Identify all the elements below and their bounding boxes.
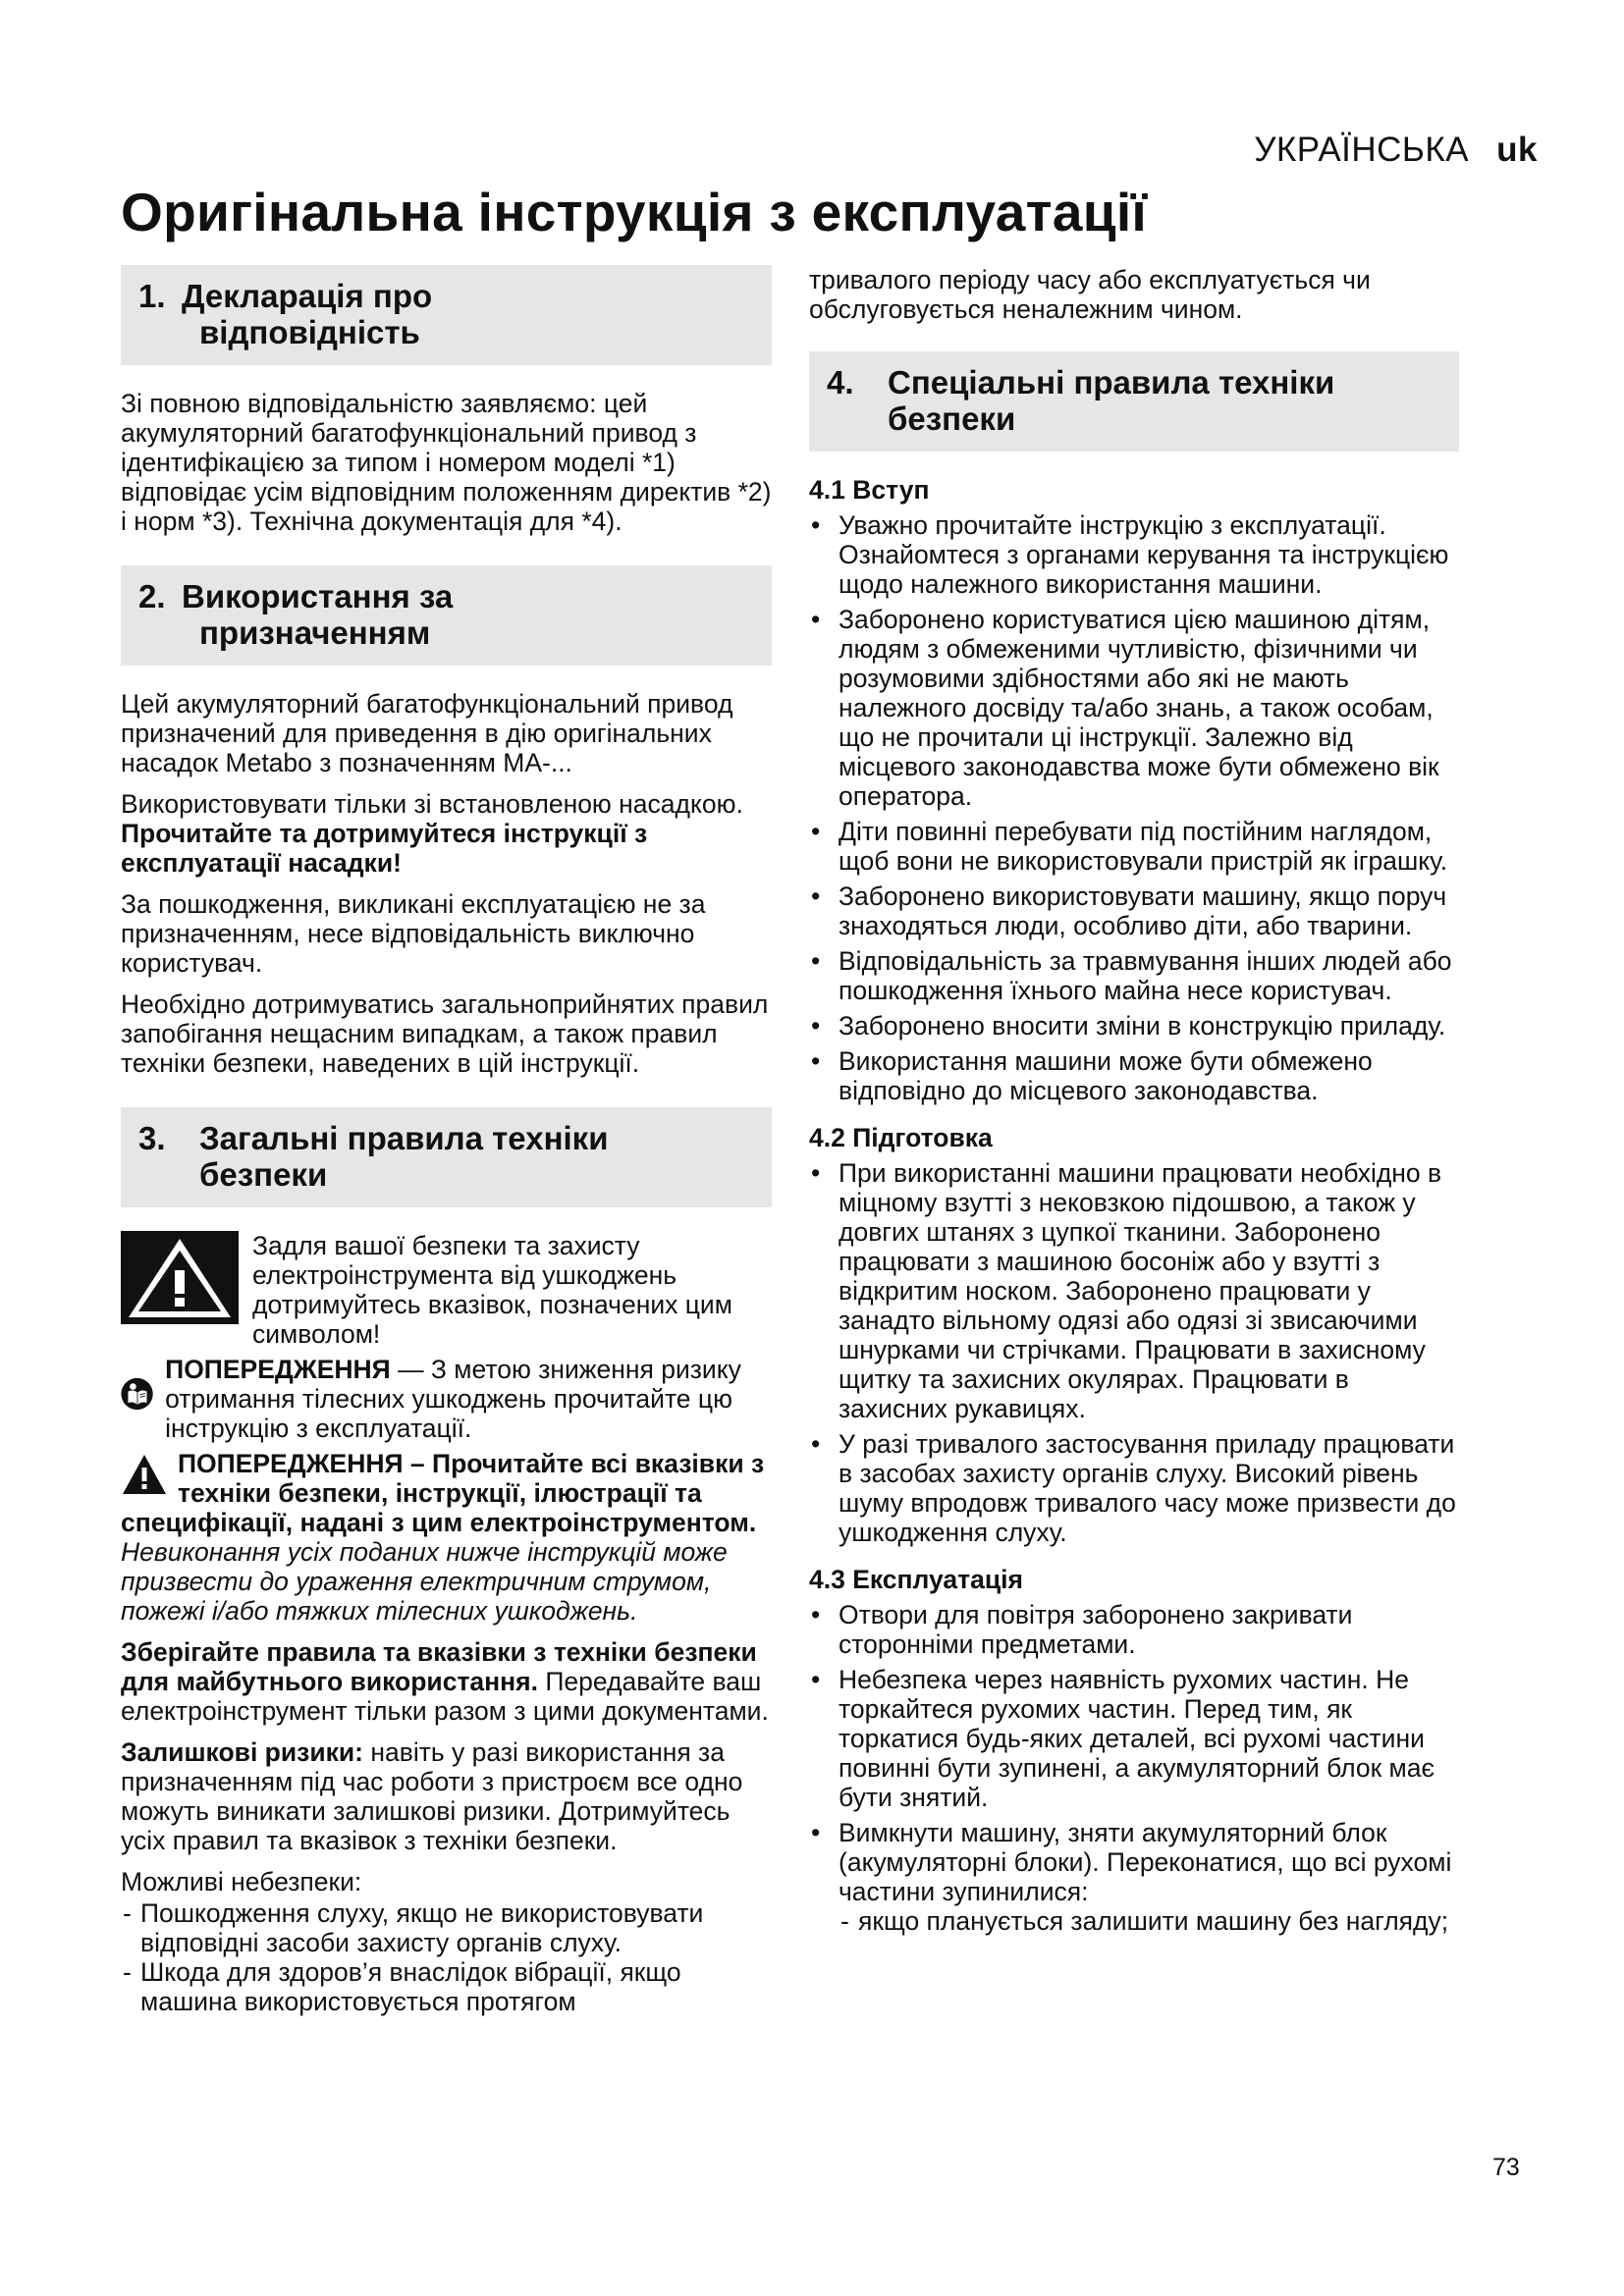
subsection-4-2-title: 4.2 Підготовка: [809, 1123, 993, 1152]
list-item: • Діти повинні перебувати під постійним наглядом, щоб вони не використовували пристрій як іграшку.: [809, 817, 1459, 876]
page-title: Оригінальна інструкція з експлуатації: [121, 182, 1148, 242]
language-label: [1254, 131, 1538, 170]
hazards-list: [121, 1898, 772, 2016]
paragraph-text: Використовувати тільки зі встановленою насадкою.: [121, 789, 743, 819]
subsection-4-3-title: 4.3 Експлуатація: [809, 1565, 1023, 1594]
safety-symbol-block: [121, 1231, 772, 1349]
list-item: • Уважно прочитайте інструкцію з експлуатації. Ознайомтеся з органами керування та інструкцією щодо належного використання машини.: [809, 510, 1459, 599]
residual-risks-paragraph: [121, 1737, 772, 1855]
residual-text: навіть у разі використання за призначенням під час роботи з пристроєм все одно можуть виникати залишкові ризики. Дотримуйтесь усіх правил та вказівок з техніки безпеки.: [121, 1737, 743, 1855]
language-name: УКРАЇНСЬКА: [1254, 131, 1470, 169]
warning-label: ПОПЕРЕДЖЕННЯ: [165, 1355, 391, 1384]
read-manual-icon: [121, 1355, 153, 1433]
preparation-list: [809, 1158, 1459, 1547]
paragraph: Необхідно дотримуватись загальноприйнятих правил запобігання нещасним випадкам, а також правил техніки безпеки, наведених в цій інструкції.: [121, 989, 769, 1078]
warning-triangle-icon: [121, 1231, 239, 1324]
list-item: • Отвори для повітря заборонено закривати сторонніми предметами.: [809, 1600, 1459, 1659]
left-column: [121, 265, 772, 2016]
introduction-list: [809, 510, 1459, 1105]
paragraph-bold: Прочитайте та дотримуйтеся інструкції з експлуатації насадки!: [121, 819, 648, 878]
declaration-text: Зі повною відповідальністю заявляємо: цей акумуляторний багатофункціональний привод з ідентифікацією за типом і номером моделі *1) відповідає усім відповідним положенням директив *2) і норм *3). Технічна документація для *4).: [121, 389, 772, 536]
subsection-4-1-title: 4.1 Вступ: [809, 475, 930, 505]
sub-list-item: - якщо планується залишити машину без нагляду;: [839, 1906, 1459, 1936]
section-number: 4.: [827, 364, 854, 400]
language-code: uk: [1496, 131, 1538, 169]
section-title-cont: відповідність: [199, 314, 420, 350]
list-item: • Заборонено вносити зміни в конструкцію приладу.: [809, 1011, 1459, 1041]
list-item: • При використанні машини працювати необхідно в міцному взутті з нековзкою підошвою, а також у довгих штанях з цупкої тканини. Заборонено працювати з машиною босоніж або у взутті з відкритим носком. Заборонено працювати у занадто вільному одязі або одязі зі звисаючими шнурками чи стрічками. Працювати в захисному щитку та захисних окулярах. Працювати в захисних рукавицях.: [809, 1158, 1459, 1423]
read-manual-block: [121, 1355, 772, 1443]
operation-sublist: [839, 1906, 1459, 1936]
page-number: 73: [1492, 2154, 1520, 2181]
warning-text: — З метою зниження ризику отримання тілесних ушкоджень прочитайте цю інструкцію з експлуатації.: [165, 1355, 741, 1443]
keep-bold: Зберігайте правила та вказівки з техніки безпеки для майбутнього використання.: [121, 1637, 757, 1696]
section-number: 1.: [138, 278, 166, 314]
list-item: - Шкода для здоров’я внаслідок вібрації, якщо машина використовується протягом: [121, 1957, 772, 2016]
list-item-text: Вимкнути машину, зняти акумуляторний блок (акумуляторні блоки). Переконатися, що всі рухомі частини зупинилися:: [839, 1818, 1452, 1906]
warning-1-text: [165, 1355, 772, 1443]
list-item: [809, 1818, 1459, 1936]
hazards-label: Можливі небезпеки:: [121, 1867, 362, 1896]
paragraph: Цей акумуляторний багатофункціональний привод призначений для приведення в дію оригінальних насадок Metabo з позначенням MA-...: [121, 689, 733, 777]
continued-text: тривалого періоду часу або експлуатується чи обслуговується неналежним чином.: [809, 265, 1371, 324]
warning-2-italic: Невиконання усіх поданих нижче інструкцій може призвести до ураження електричним струмом, пожежі і/або тяжких тілесних ушкоджень.: [121, 1537, 728, 1626]
list-item: • У разі тривалого застосування приладу працювати в засобах захисту органів слуху. Високий рівень шуму впродовж тривалого часу може призвести до ушкодження слуху.: [809, 1429, 1459, 1547]
paragraph: За пошкодження, викликані експлуатацією не за призначенням, несе відповідальність виключно користувач.: [121, 889, 706, 978]
section-title-cont: безпеки: [888, 400, 1016, 437]
section-1-heading: [121, 265, 772, 365]
list-item: • Небезпека через наявність рухомих частин. Не торкайтеся рухомих частин. Перед тим, як торкатися будь-яких деталей, всі рухомі частини повинні бути зупинені, а акумуляторний блок має бути знятий.: [809, 1665, 1459, 1812]
list-item: • Заборонено використовувати машину, якщо поруч знаходяться люди, особливо діти, або тварини.: [809, 881, 1459, 940]
section-number: 3.: [138, 1120, 166, 1156]
list-item: • Заборонено користуватися цією машиною дітям, людям з обмеженими чутливістю, фізичними чи розумовими здібностями або які не мають належного досвіду та/або знань, а також особам, що не прочитали ці інструкції. Залежно від місцевого законодавства може бути обмежено вік оператора.: [809, 605, 1459, 811]
section-title: Використання за: [182, 578, 454, 614]
list-item: • Відповідальність за травмування інших людей або пошкодження їхнього майна несе користувач.: [809, 946, 1459, 1005]
section-3-heading: [121, 1107, 772, 1207]
symbol-text: Задля вашої безпеки та захисту електроінструмента від ушкоджень дотримуйтесь вказівок, позначених цим символом!: [252, 1231, 732, 1349]
keep-text: Передавайте ваш електроінструмент тільки разом з цими документами.: [121, 1667, 769, 1726]
paragraph: [121, 789, 772, 878]
warning-2-bold: ПОПЕРЕДЖЕННЯ – Прочитайте всі вказівки з техніки безпеки, інструкції, ілюстрації та специфікації, надані з цим електроінструментом.: [121, 1449, 765, 1537]
warning-2-paragraph: [121, 1449, 772, 1626]
section-number: 2.: [138, 578, 166, 614]
operation-list: [809, 1600, 1459, 1936]
residual-bold: Залишкові ризики:: [121, 1737, 363, 1767]
keep-instructions-paragraph: [121, 1637, 772, 1726]
section-title-cont: безпеки: [199, 1156, 328, 1193]
section-2-heading: [121, 565, 772, 666]
section-4-heading: [809, 351, 1459, 452]
section-title: Декларація про: [182, 278, 433, 314]
section-title: Спеціальні правила техніки: [888, 364, 1335, 400]
list-item: - Пошкодження слуху, якщо не використовувати відповідні засоби захисту органів слуху.: [121, 1898, 772, 1957]
list-item: • Використання машини може бути обмежено відповідно до місцевого законодавства.: [809, 1046, 1459, 1105]
section-title-cont: призначенням: [199, 614, 431, 651]
section-title: Загальні правила техніки: [199, 1120, 609, 1156]
right-column: [809, 265, 1459, 1953]
warning-triangle-icon: [121, 1453, 168, 1496]
